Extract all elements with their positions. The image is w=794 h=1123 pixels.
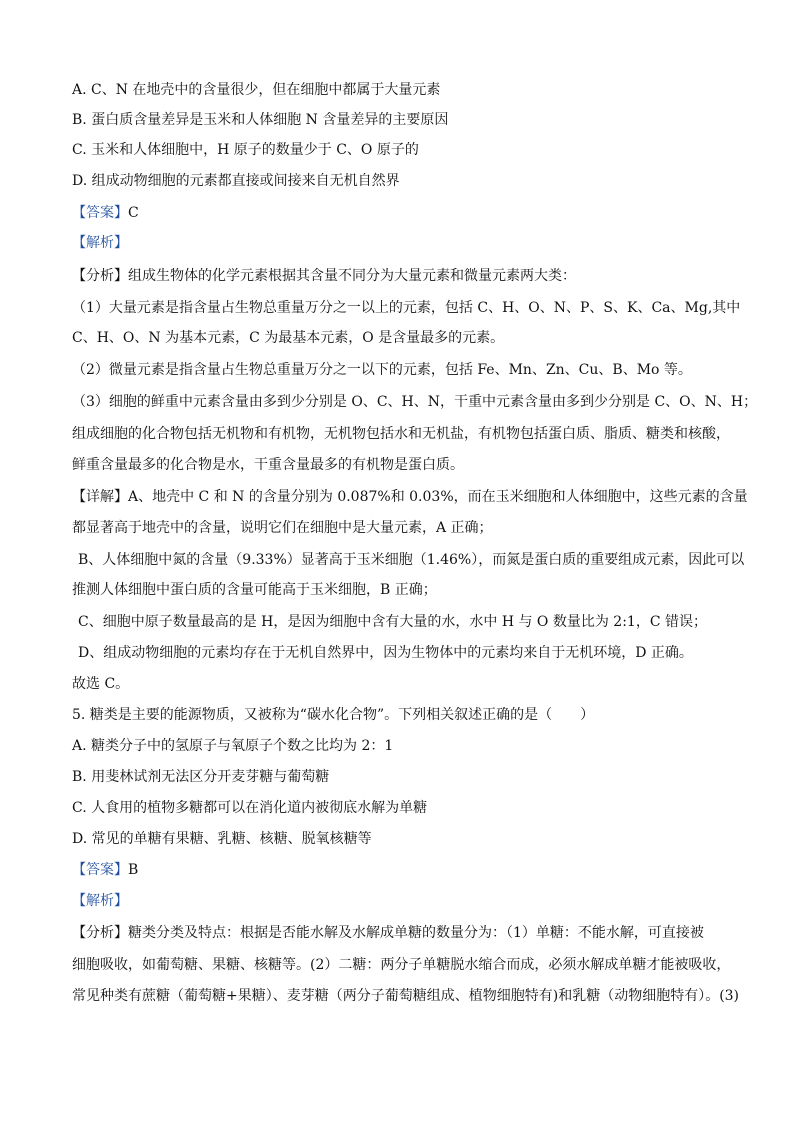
q4-answer-line (72, 203, 732, 223)
q5-fenxi-1-text: 糖类分类及特点：根据是否能水解及水解成单糖的数量分为：（1）单糖：不能水解，可直接被 (128, 925, 704, 941)
fenxi-tag: 【分析】 (72, 268, 128, 284)
q4-fenxi-7: 鲜重含量最多的化合物是水，干重含量最多的有机物是蛋白质。 (72, 457, 464, 473)
q4-fenxi-6: 组成细胞的化合物包括无机物和有机物，无机物包括水和无机盐，有机物包括蛋白质、脂质、糖类和核酸， (72, 426, 730, 442)
q4-conclusion: 故选 C。 (72, 676, 130, 692)
fenxi-tag: 【分析】 (72, 925, 128, 941)
q4-fenxi-4: （2）微量元素是指含量占生物总重量万分之一以下的元素，包括 Fe、Mn、Zn、Cu、B、Mo 等。 (72, 362, 692, 378)
q4-xiangjie-1-text: A、地壳中 C 和 N 的含量分别为 0.087%和 0.03%，而在玉米细胞和人体细胞中，这些元素的含量 (128, 489, 748, 505)
answer-tag: 【答案】 (72, 862, 128, 878)
q5-option-b: B. 用斐林试剂无法区分开麦芽糖与葡萄糖 (72, 769, 330, 785)
xiangjie-tag: 【详解】 (72, 489, 128, 505)
q4-xiangjie-5: C、细胞中原子数量最高的是 H，是因为细胞中含有大量的水，水中 H 与 O 数量比为 2:1，C 错误； (78, 614, 707, 630)
q4-xiangjie-1 (72, 487, 748, 507)
q4-fenxi-2: （1）大量元素是指含量占生物总重量万分之一以上的元素，包括 C、H、O、N、P、S、K、Ca、Mg,其中 (72, 300, 741, 316)
q5-option-c: C. 人食用的植物多糖都可以在消化道内被彻底水解为单糖 (72, 800, 428, 816)
q4-analysis-tag (72, 233, 732, 253)
q5-analysis-tag (72, 891, 732, 911)
q4-option-a: A. C、N 在地壳中的含量很少，但在细胞中都属于大量元素 (72, 82, 441, 98)
q5-option-d: D. 常见的单糖有果糖、乳糖、核糖、脱氧核糖等 (72, 831, 372, 847)
q4-fenxi-1-text: 组成生物体的化学元素根据其含量不同分为大量元素和微量元素两大类： (128, 268, 576, 284)
q4-xiangjie-3: B、人体细胞中氮的含量（9.33%）显著高于玉米细胞（1.46%），而氮是蛋白质的重要组成元素，因此可以 (78, 552, 745, 568)
q4-fenxi-3: C、H、O、N 为基本元素，C 为最基本元素，O 是含量最多的元素。 (72, 330, 505, 346)
q4-answer: C (128, 205, 139, 221)
q4-option-d: D. 组成动物细胞的元素都直接或间接来自无机自然界 (72, 173, 400, 189)
q5-fenxi-1 (72, 923, 732, 943)
q4-option-c: C. 玉米和人体细胞中，H 原子的数量少于 C、O 原子的 (72, 142, 419, 158)
q5-fenxi-3: 常见种类有蔗糖（葡萄糖+果糖）、麦芽糖（两分子葡萄糖组成、植物细胞特有)和乳糖（动物细胞特有）。(3) (72, 988, 740, 1004)
analysis-tag: 【解析】 (72, 893, 128, 909)
q4-xiangjie-6: D、组成动物细胞的元素均存在于无机自然界中，因为生物体中的元素均来自于无机环境，D 正确。 (78, 645, 693, 661)
q5-answer: B (128, 862, 139, 878)
q5-stem: 5. 糖类是主要的能源物质，又被称为“碳水化合物”。下列相关叙述正确的是（ ） (72, 707, 595, 723)
q4-xiangjie-4: 推测人体细胞中蛋白质的含量可能高于玉米细胞，B 正确； (72, 582, 437, 598)
q5-answer-line (72, 860, 732, 880)
q4-fenxi-5: （3）细胞的鲜重中元素含量由多到少分别是 O、C、H、N，干重中元素含量由多到少分别是 C、O、N、H； (72, 394, 758, 410)
analysis-tag: 【解析】 (72, 235, 128, 251)
q5-fenxi-2: 细胞吸收，如葡萄糖、果糖、核糖等。(2）二糖：两分子单糖脱水缩合而成，必须水解成单糖才能被吸收， (72, 957, 731, 973)
q4-option-b: B. 蛋白质含量差异是玉米和人体细胞 N 含量差异的主要原因 (72, 112, 449, 128)
q4-fenxi-1 (72, 266, 732, 286)
answer-tag: 【答案】 (72, 205, 128, 221)
q5-option-a: A. 糖类分子中的氢原子与氧原子个数之比均为 2：1 (72, 738, 394, 754)
q4-xiangjie-2: 都显著高于地壳中的含量，说明它们在细胞中是大量元素，A 正确； (72, 520, 493, 536)
